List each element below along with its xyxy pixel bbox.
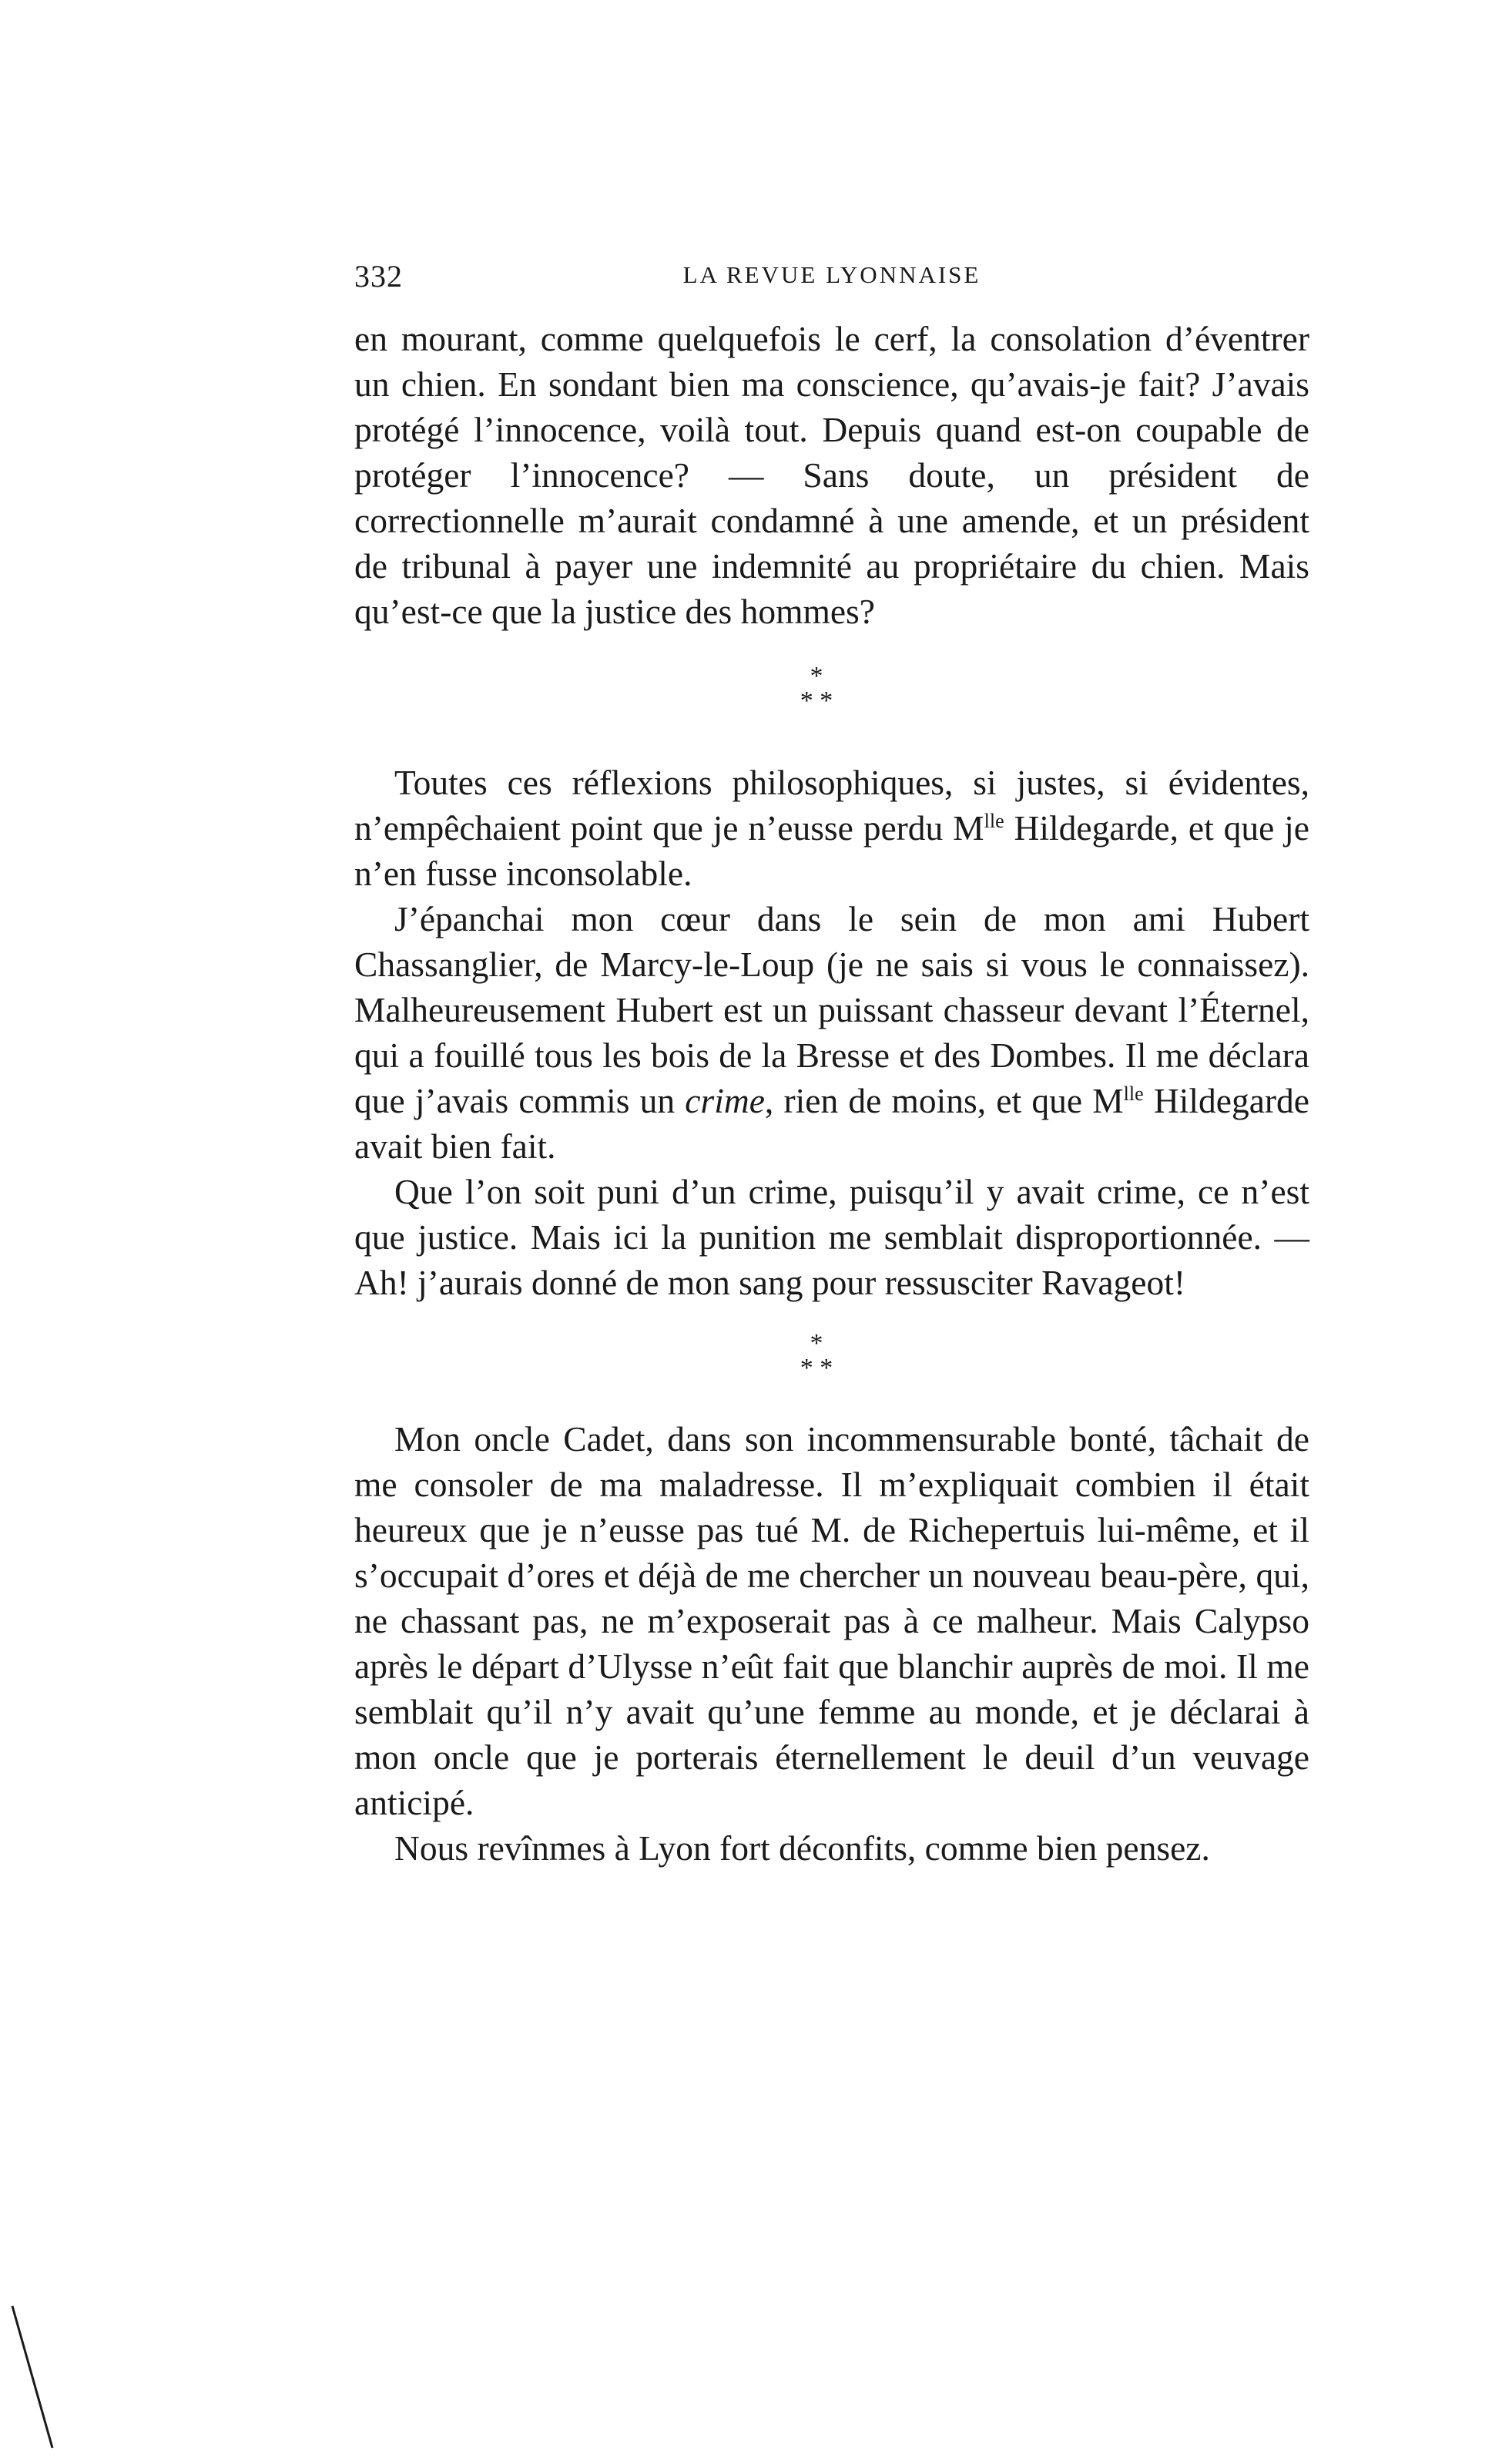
paragraph-reflexions: Toutes ces réflexions philosophiques, si justes, si évidentes, n’empêchaient point que je n’eusse perdu $M^{lle}$ Hildegarde, et que je n’en fusse inconsolable.	[354, 763, 1309, 893]
paragraph-oncle-cadet: Mon oncle Cadet, dans son incommensurable bonté, tâchait de me consoler de ma maladresse. Il m’expliquait combien il était heureux que je n’eusse pas tué M. de Richepertuis lui-même, et il s’occupait d’ores et déjà de me chercher un nouveau beau-père, qui, ne chassant pas, ne m’exposerait pas à ce malheur. Mais Calypso après le départ d’Ulysse n’eût fait que blanchir auprès de moi. Il me semblait qu’il n’y avait qu’une femme au monde, et je déclarai à mon oncle que je porterais éternellement le deuil d’un veuvage anticipé.	[354, 1419, 1309, 1822]
superscript-lle: lle	[1123, 1082, 1144, 1105]
text-section-1	[354, 316, 1309, 634]
asterism-top: *	[810, 662, 823, 690]
paragraph-opening: en mourant, comme quelquefois le cerf, la consolation d’éventrer un chien. En sondant bien ma conscience, qu’avais-je fait? J’avais protégé l’innocence, voilà tout. Depuis quand est-on coupable de protéger l’innocence? — Sans doute, un président de correctionnelle m’aurait condamné à une amende, et un président de tribunal à payer une indemnité au propriétaire du chien. Mais qu’est-ce que la justice des hommes?	[354, 319, 1309, 631]
italic-crime: crime	[685, 1081, 765, 1120]
page-number: 332	[354, 259, 403, 294]
asterism-bottom: * *	[800, 1354, 833, 1382]
paragraph-hubert: J’épanchai mon cœur dans le sein de mon ami Hubert Chassanglier, de Marcy-le-Loup (je ne sais si vous le connaissez). Malheureusement Hubert est un puissant chasseur devant l’Éternel, qui a fouillé tous les bois de la Bresse et des Dombes. Il me déclara que j’avais commis un crime, rien de moins, et que $M^{lle}$ Hildegarde avait bien fait.	[354, 899, 1309, 1166]
text-section-3	[354, 1416, 1309, 1871]
text-section-2	[354, 760, 1309, 1305]
margin-pen-stroke	[9, 2300, 55, 2454]
asterism-top: *	[810, 1329, 823, 1358]
superscript-lle: lle	[984, 809, 1004, 832]
journal-title: LA REVUE LYONNAISE	[682, 261, 981, 288]
asterism-bottom: * *	[800, 686, 833, 715]
paragraph-punition: Que l’on soit puni d’un crime, puisqu’il y avait crime, ce n’est que justice. Mais ici la punition me semblait disproportionnée. — Ah! j’aurais donné de mon sang pour ressusciter Ravageot!	[354, 1172, 1309, 1302]
running-head	[354, 258, 1309, 304]
paragraph-lyon: Nous revînmes à Lyon fort déconfits, comme bien pensez.	[394, 1828, 1210, 1868]
asterism-separator-1	[770, 664, 863, 718]
asterism-separator-2	[770, 1331, 863, 1385]
